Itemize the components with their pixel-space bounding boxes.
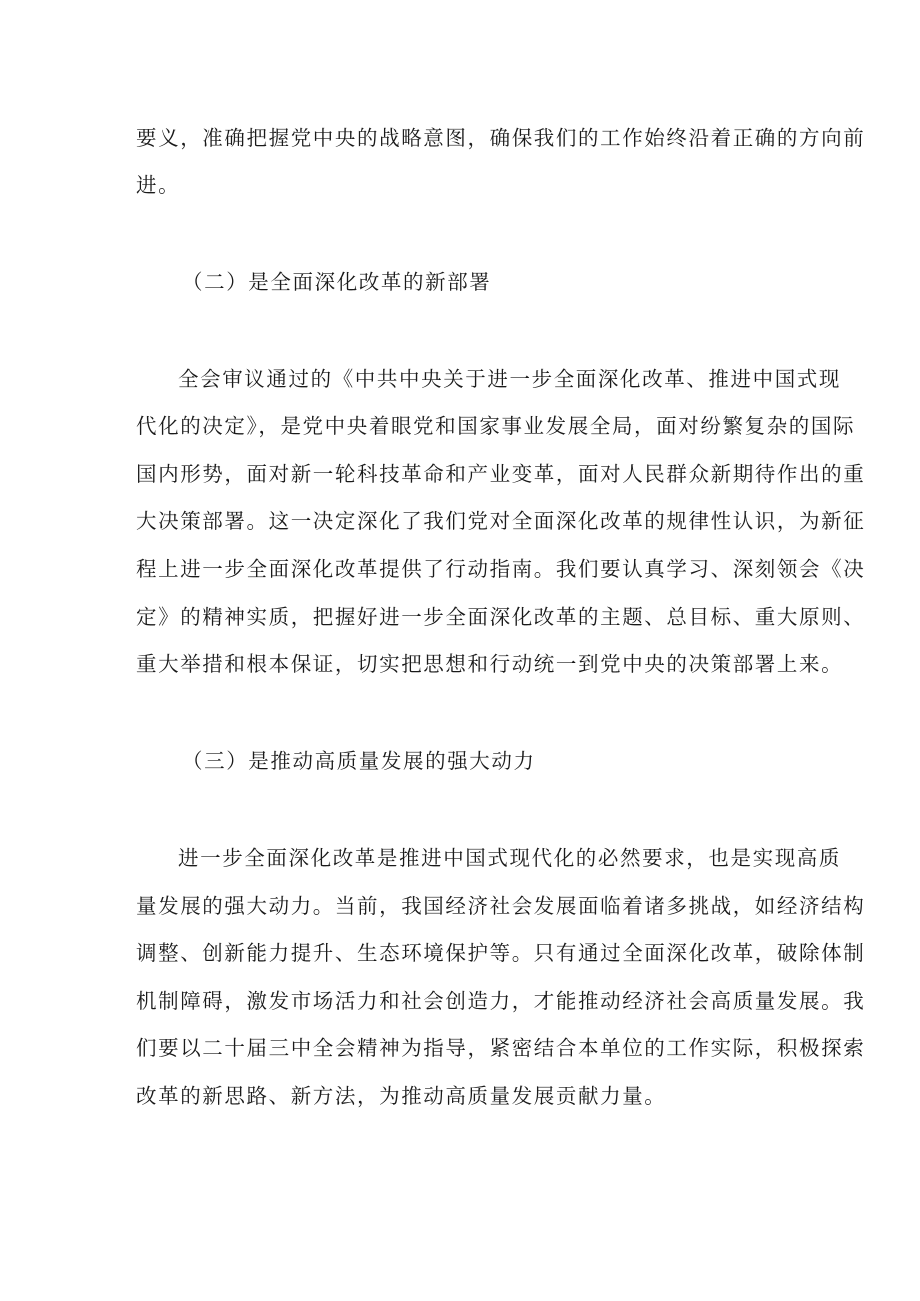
section-heading-2: （二）是全面深化改革的新部署 (182, 270, 492, 294)
paragraph-line: 大决策部署。这一决定深化了我们党对全面深化改革的规律性认识，为新征 (136, 509, 866, 533)
paragraph-line: 要义，准确把握党中央的战略意图，确保我们的工作始终沿着正确的方向前 (136, 126, 866, 150)
paragraph-line: 们要以二十届三中全会精神为指导，紧密结合本单位的工作实际，积极探索 (136, 1036, 866, 1060)
paragraph-line: 代化的决定》，是党中央着眼党和国家事业发展全局，面对纷繁复杂的国际 (136, 414, 856, 438)
section-heading-3: （三）是推动高质量发展的强大动力 (182, 749, 536, 773)
paragraph-line: 程上进一步全面深化改革提供了行动指南。我们要认真学习、深刻领会《决 (136, 557, 866, 581)
paragraph-line: 机制障碍，激发市场活力和社会创造力，才能推动经济社会高质量发展。我 (136, 989, 866, 1013)
paragraph-line: 改革的新思路、新方法，为推动高质量发展贡献力量。 (136, 1084, 667, 1108)
paragraph-line: 进。 (136, 173, 181, 197)
paragraph-line: 进一步全面深化改革是推进中国式现代化的必然要求，也是实现高质 (178, 846, 841, 870)
paragraph-line: 全会审议通过的《中共中央关于进一步全面深化改革、推进中国式现 (178, 367, 841, 391)
paragraph-line: 重大举措和根本保证，切实把思想和行动统一到党中央的决策部署上来。 (136, 652, 844, 676)
paragraph-line: 定》的精神实质，把握好进一步全面深化改革的主题、总目标、重大原则、 (136, 605, 866, 629)
paragraph-line: 量发展的强大动力。当前，我国经济社会发展面临着诸多挑战，如经济结构 (136, 894, 866, 918)
paragraph-line: 国内形势，面对新一轮科技革命和产业变革，面对人民群众新期待作出的重 (136, 462, 866, 486)
paragraph-line: 调整、创新能力提升、生态环境保护等。只有通过全面深化改革，破除体制 (136, 941, 866, 965)
